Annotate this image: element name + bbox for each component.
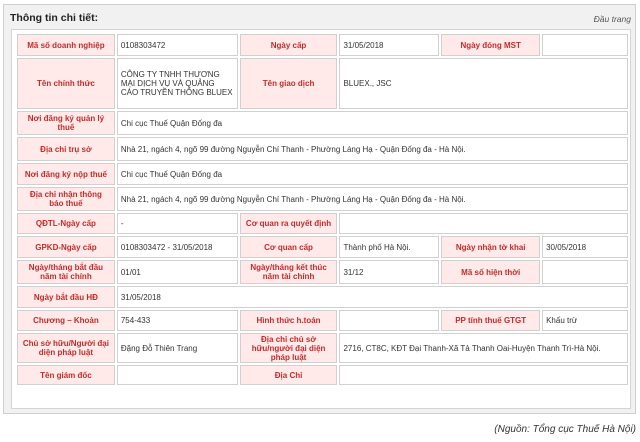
tax-code-value: 0108303472 xyxy=(117,34,238,56)
pay-place-label: Nơi đăng ký nộp thuế xyxy=(17,163,115,185)
table-row xyxy=(17,260,628,284)
table-row xyxy=(17,365,628,385)
current-number-value xyxy=(542,260,628,284)
trade-name-value: BLUEX., JSC xyxy=(339,58,628,109)
details-table xyxy=(15,32,630,387)
issuing-agency-value: Thành phố Hà Nội. xyxy=(339,236,439,258)
chapter-value: 754-433 xyxy=(117,310,238,331)
received-date-value: 30/05/2018 xyxy=(542,236,628,258)
start-date-value: 31/05/2018 xyxy=(117,286,628,308)
decision-agency-label: Cơ quan ra quyết định xyxy=(240,213,338,234)
issue-date-label: Ngày cấp xyxy=(240,34,338,56)
table-row xyxy=(17,236,628,258)
trade-name-label: Tên giao dịch xyxy=(240,58,338,109)
owner-address-value: 2716, CT8C, KĐT Đại Thanh-Xã Tả Thanh Oai-Huyện Thanh Trì-Hà Nội. xyxy=(339,333,628,363)
head-office-value: Nhà 21, ngách 4, ngõ 99 đường Nguyễn Chí Thanh - Phường Láng Hạ - Quận Đống đa - Hà Nội. xyxy=(117,137,628,161)
director-value xyxy=(117,365,238,385)
start-date-label: Ngày bắt đầu HĐ xyxy=(17,286,115,308)
gpkd-label: GPKD-Ngày cấp xyxy=(17,236,115,258)
source-note: (Nguồn: Tổng cục Thuế Hà Nội) xyxy=(494,424,636,435)
table-row xyxy=(17,163,628,185)
table-row xyxy=(17,137,628,161)
close-date-value xyxy=(542,34,628,56)
table-row xyxy=(17,213,628,234)
accounting-form-value xyxy=(339,310,439,331)
panel-title: Thông tin chi tiết: xyxy=(10,12,99,24)
fiscal-end-label: Ngày/tháng kết thúc năm tài chính xyxy=(240,260,338,284)
table-row xyxy=(17,111,628,135)
owner-value: Đặng Đỗ Thiên Trang xyxy=(117,333,238,363)
accounting-form-label: Hình thức h.toán xyxy=(240,310,338,331)
official-name-value: CÔNG TY TNHH THƯƠNG MẠI DỊCH VỤ VÀ QUẢNG CÁO TRUYỀN THÔNG BLUEX xyxy=(117,58,238,109)
table-row xyxy=(17,187,628,211)
tax-code-label: Mã số doanh nghiệp xyxy=(17,34,115,56)
address-value xyxy=(339,365,628,385)
issue-date-value: 31/05/2018 xyxy=(339,34,439,56)
received-date-label: Ngày nhận tờ khai xyxy=(441,236,540,258)
vat-method-value: Khấu trừ xyxy=(542,310,628,331)
owner-label: Chủ sở hữu/Người đại diện pháp luật xyxy=(17,333,115,363)
issuing-agency-label: Cơ quan cấp xyxy=(240,236,338,258)
notice-address-value: Nhà 21, ngách 4, ngõ 99 đường Nguyễn Chí Thanh - Phường Láng Hạ - Quận Đống đa - Hà Nội. xyxy=(117,187,628,211)
director-label: Tên giám đốc xyxy=(17,365,115,385)
current-number-label: Mã số hiện thời xyxy=(441,260,540,284)
back-to-top-link[interactable]: Đầu trang xyxy=(593,14,631,24)
manage-place-value: Chi cục Thuế Quận Đống đa xyxy=(117,111,628,135)
fiscal-start-label: Ngày/tháng bắt đầu năm tài chính xyxy=(17,260,115,284)
decision-agency-value xyxy=(339,213,628,234)
head-office-label: Địa chỉ trụ sở xyxy=(17,137,115,161)
details-panel xyxy=(3,4,636,414)
official-name-label: Tên chính thức xyxy=(17,58,115,109)
chapter-label: Chương – Khoản xyxy=(17,310,115,331)
owner-address-label: Địa chỉ chủ sở hữu/người đại diện pháp luật xyxy=(240,333,338,363)
fiscal-start-value: 01/01 xyxy=(117,260,238,284)
close-date-label: Ngày đóng MST xyxy=(441,34,540,56)
vat-method-label: PP tính thuế GTGT xyxy=(441,310,540,331)
manage-place-label: Nơi đăng ký quản lý thuế xyxy=(17,111,115,135)
notice-address-label: Địa chỉ nhận thông báo thuế xyxy=(17,187,115,211)
table-row xyxy=(17,34,628,56)
table-row xyxy=(17,333,628,363)
qdtl-value: - xyxy=(117,213,238,234)
gpkd-value: 0108303472 - 31/05/2018 xyxy=(117,236,238,258)
address-label: Địa Chỉ xyxy=(240,365,338,385)
table-row xyxy=(17,310,628,331)
fiscal-end-value: 31/12 xyxy=(339,260,439,284)
pay-place-value: Chi cục Thuế Quận Đống đa xyxy=(117,163,628,185)
qdtl-label: QĐTL-Ngày cấp xyxy=(17,213,115,234)
table-row xyxy=(17,58,628,109)
table-row xyxy=(17,286,628,308)
details-table-container xyxy=(11,29,631,409)
